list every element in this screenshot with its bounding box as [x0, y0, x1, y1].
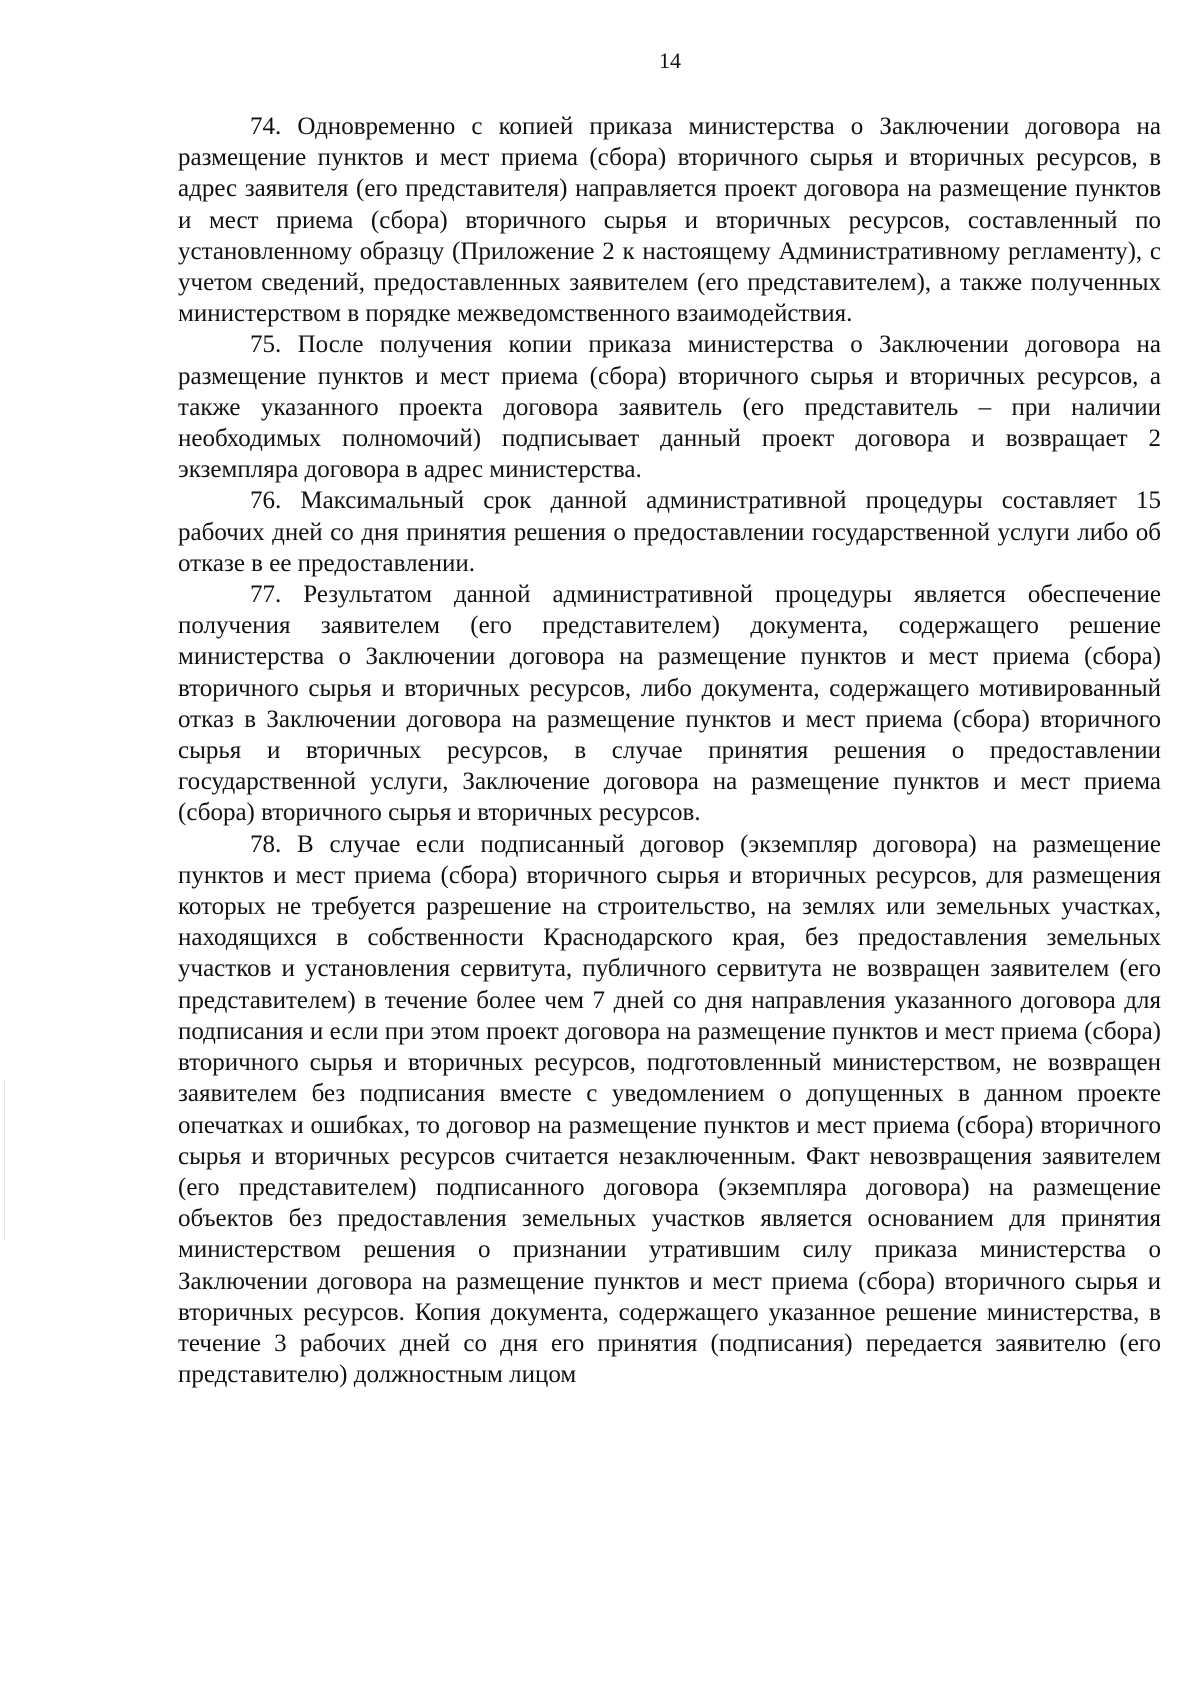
paragraph-76: 76. Максимальный срок данной административной процедуры составляет 15 рабочих дней со дня принятия решения о предоставлении государственной услуги либо об отказе в ее предоставлении. [178, 487, 1161, 577]
paragraph-78: 78. В случае если подписанный договор (экземпляр договора) на размещение пунктов и мест приема (сбора) вторичного сырья и вторичных ресурсов, для размещения которых не требуется разрешение на строительство, на землях или земельных участках, находящихся в собственности Краснодарского края, без предоставления земельных участков и установления сервитута, публичного сервитута не возвращен заявителем (его представителем) в течение более чем 7 дней со дня направления указанного договора для подписания и если при этом проект договора на размещение пунктов и мест приема (сбора) вторичного сырья и вторичных ресурсов, подготовленный министерством, не возвращен заявителем без подписания вместе с уведомлением о допущенных в данном проекте опечатках и ошибках, то договор на размещение пунктов и мест приема (сбора) вторичного сырья и вторичных ресурсов считается незаключенным. Факт невозвращения заявителем (его представителем) подписанного договора (экземпляра договора) на размещение объектов без предоставления земельных участков является основанием для принятия министерством решения о признании утратившим силу приказа министерства о Заключении договора на размещение пунктов и мест приема (сбора) вторичного сырья и вторичных ресурсов. Копия документа, содержащего указанное решение министерства, в течение 3 рабочих дней со дня его принятия (подписания) передается заявителю (его представителю) должностным лицом [178, 830, 1161, 1389]
paragraph-75: 75. После получения копии приказа министерства о Заключении договора на размещение пунктов и мест приема (сбора) вторичного сырья и вторичных ресурсов, а также указанного проекта договора заявитель (его представитель – при наличии необходимых полномочий) подписывает данный проект договора и возвращает 2 экземпляра договора в адрес министерства. [178, 331, 1161, 484]
scan-edge-mark [4, 1080, 5, 1240]
page-number: 14 [659, 48, 681, 73]
paragraph-77: 77. Результатом данной административной процедуры является обеспечение получения заявителем (его представителем) документа, содержащего решение министерства о Заключении договора на размещение пунктов и мест приема (сбора) вторичного сырья и вторичных ресурсов, либо документа, содержащего мотивированный отказ в Заключении договора на размещение пунктов и мест приема (сбора) вторичного сырья и вторичных ресурсов, в случае принятия решения о предоставлении государственной услуги, Заключение договора на размещение пунктов и мест приема (сбора) вторичного сырья и вторичных ресурсов. [178, 581, 1161, 827]
paragraph-74: 74. Одновременно с копией приказа министерства о Заключении договора на размещение пунктов и мест приема (сбора) вторичного сырья и вторичных ресурсов, в адрес заявителя (его представителя) направляется проект договора на размещение пунктов и мест приема (сбора) вторичного сырья и вторичных ресурсов, составленный по установленному образцу (Приложение 2 к настоящему Административному регламенту), с учетом сведений, предоставленных заявителем (его представителем), а также полученных министерством в порядке межведомственного взаимодействия. [178, 113, 1161, 328]
document-body [178, 111, 1161, 1390]
